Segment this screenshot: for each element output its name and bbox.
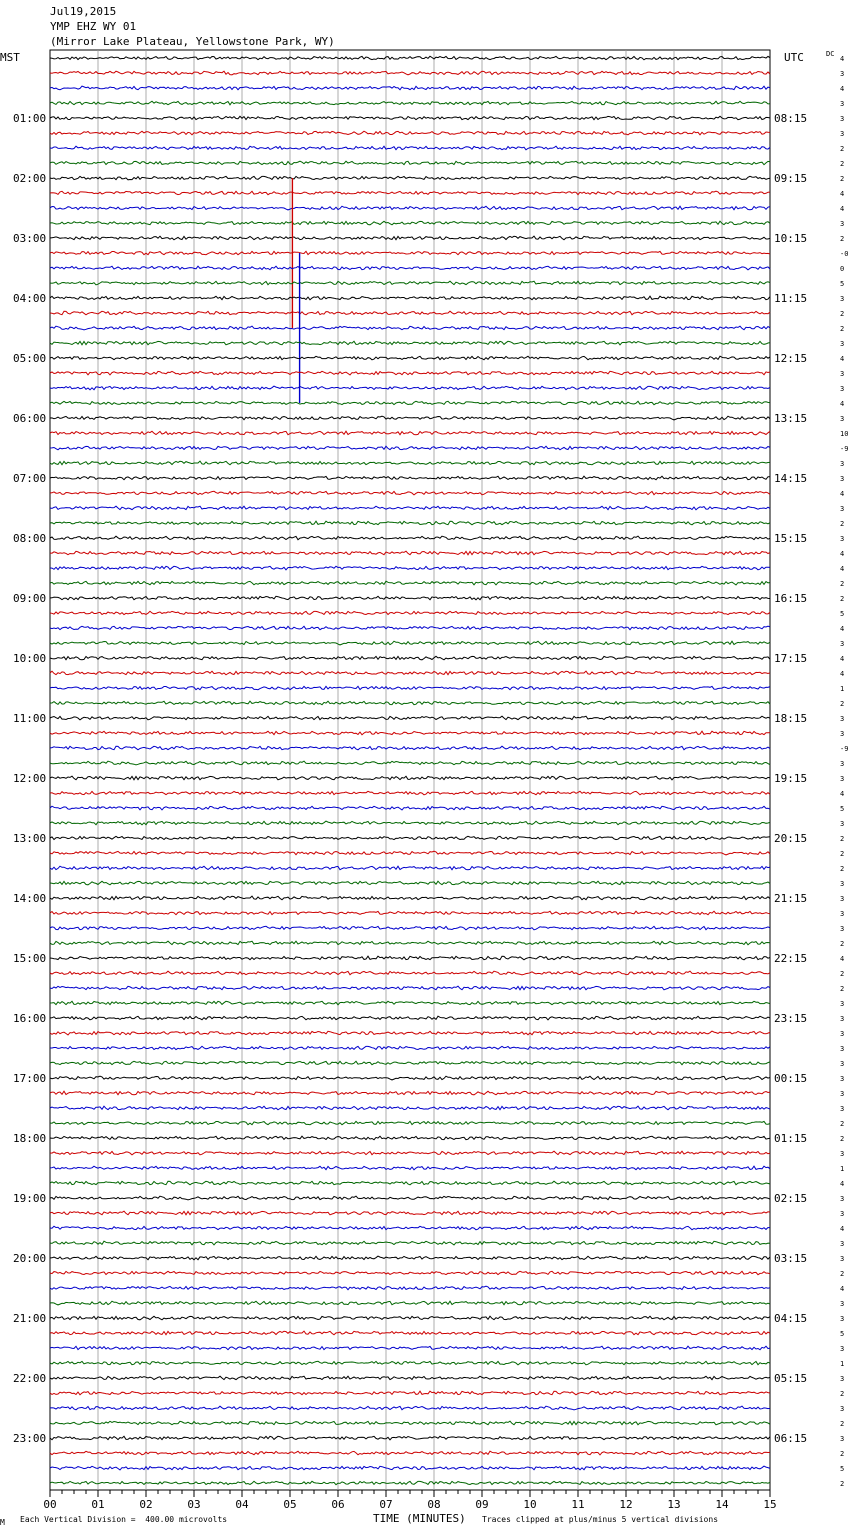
dc-offset-value: 3 [840, 1375, 845, 1383]
dc-offset-value: 3 [840, 1300, 845, 1308]
seismic-trace [50, 686, 770, 689]
seismic-trace [50, 1091, 770, 1095]
seismic-trace [50, 1151, 770, 1155]
seismic-trace [50, 1106, 770, 1110]
seismic-trace [50, 311, 770, 315]
dc-offset-value: 3 [840, 100, 845, 108]
dc-offset-value: 3 [840, 925, 845, 933]
x-tick-label: 10 [523, 1498, 537, 1511]
utc-hour-label: 13:15 [774, 412, 808, 425]
mst-axis-label: MST [0, 51, 20, 64]
utc-hour-label: 18:15 [774, 712, 808, 725]
utc-hour-label: 11:15 [774, 292, 808, 305]
seismic-trace [50, 386, 770, 390]
seismic-trace [50, 1436, 770, 1440]
seismic-trace [50, 566, 770, 570]
dc-offset-value: 2 [840, 580, 845, 588]
seismic-trace [50, 1466, 770, 1470]
dc-offset-value: 4 [840, 625, 845, 633]
dc-offset-value: 2 [840, 1420, 845, 1428]
utc-hour-label: 23:15 [774, 1012, 808, 1025]
dc-offset-value: 2 [840, 865, 845, 873]
dc-offset-value: 4 [840, 550, 845, 558]
dc-offset-value: 4 [840, 55, 845, 63]
seismic-trace [50, 746, 770, 750]
x-tick-label: 11 [571, 1498, 585, 1511]
dc-offset-value: 4 [840, 790, 845, 798]
seismic-trace [50, 461, 770, 465]
seismic-trace [50, 581, 770, 585]
seismic-trace [50, 1136, 770, 1140]
seismic-trace [50, 1256, 770, 1260]
dc-offset-value: 3 [840, 640, 845, 648]
dc-offset-value: 4 [840, 655, 845, 663]
seismic-trace [50, 596, 770, 600]
dc-offset-value: 2 [840, 850, 845, 858]
seismic-trace [50, 776, 770, 780]
plot-frame [50, 50, 770, 1490]
utc-hour-label: 08:15 [774, 112, 808, 125]
seismic-trace [50, 146, 770, 150]
dc-offset-value: 4 [840, 1225, 845, 1233]
seismic-trace [50, 1211, 770, 1215]
dc-offset-value: 4 [840, 205, 845, 213]
seismic-trace [50, 1421, 770, 1425]
mst-hour-label: 06:00 [13, 412, 47, 425]
seismic-trace [50, 131, 770, 135]
seismic-trace [50, 56, 770, 60]
seismic-trace [50, 716, 770, 720]
dc-offset-value: 10 [840, 430, 849, 438]
seismic-trace [50, 71, 770, 75]
seismic-trace [50, 266, 770, 270]
dc-offset-value: 2 [840, 145, 845, 153]
x-tick-label: 09 [475, 1498, 489, 1511]
mst-hour-label: 21:00 [13, 1312, 47, 1325]
dc-offset-value: 3 [840, 1060, 845, 1068]
dc-offset-value: 3 [840, 1015, 845, 1023]
dc-offset-value: 3 [840, 1255, 845, 1263]
seismic-trace [50, 161, 770, 165]
dc-offset-value: 3 [840, 1240, 845, 1248]
seismic-trace [50, 1481, 770, 1484]
dc-offset-value: 3 [840, 760, 845, 768]
utc-hour-label: 10:15 [774, 232, 808, 245]
seismic-trace [50, 446, 770, 450]
dc-offset-value: 2 [840, 325, 845, 333]
dc-offset-value: 3 [840, 415, 845, 423]
dc-offset-value: -9 [840, 445, 849, 453]
x-tick-label: 14 [715, 1498, 729, 1511]
dc-offset-value: 2 [840, 1480, 845, 1488]
dc-offset-header: DC [826, 50, 835, 58]
seismic-trace [50, 116, 770, 119]
seismic-trace [50, 521, 770, 525]
seismic-trace [50, 536, 770, 540]
seismic-trace [50, 1286, 770, 1290]
seismic-trace [50, 1316, 770, 1320]
seismic-trace [50, 356, 770, 360]
x-tick-label: 02 [139, 1498, 153, 1511]
seismic-trace [50, 911, 770, 915]
dc-offset-value: 4 [840, 1180, 845, 1188]
x-tick-label: 08 [427, 1498, 441, 1511]
dc-offset-value: 2 [840, 1270, 845, 1278]
seismic-trace [50, 326, 770, 330]
seismic-trace [50, 1181, 770, 1185]
seismic-trace [50, 506, 770, 510]
seismic-trace [50, 1271, 770, 1274]
seismic-trace [50, 806, 770, 810]
seismic-trace [50, 1001, 770, 1005]
utc-hour-label: 20:15 [774, 832, 808, 845]
seismic-trace [50, 926, 770, 930]
dc-offset-value: 3 [840, 70, 845, 78]
station-code: YMP EHZ WY 01 [50, 20, 137, 33]
dc-offset-value: 2 [840, 1135, 845, 1143]
seismic-trace [50, 1376, 770, 1379]
seismic-trace [50, 1076, 770, 1080]
utc-hour-label: 12:15 [774, 352, 808, 365]
mst-hour-label: 22:00 [13, 1372, 47, 1385]
seismic-trace [50, 656, 770, 660]
mst-hour-label: 16:00 [13, 1012, 47, 1025]
dc-offset-value: 0 [840, 265, 845, 273]
seismic-trace [50, 971, 770, 975]
dc-offset-value: 1 [840, 1360, 845, 1368]
mst-hour-label: 15:00 [13, 952, 47, 965]
utc-hour-label: 06:15 [774, 1432, 808, 1445]
seismic-trace [50, 986, 770, 990]
mst-hour-label: 03:00 [13, 232, 47, 245]
dc-offset-value: 3 [840, 505, 845, 513]
seismic-trace [50, 416, 770, 420]
seismic-trace [50, 821, 770, 825]
seismic-trace [50, 1241, 770, 1245]
dc-offset-value: 3 [840, 715, 845, 723]
seismic-trace [50, 251, 770, 254]
dc-offset-value: 3 [840, 1405, 845, 1413]
dc-offset-value: 5 [840, 280, 845, 288]
dc-offset-value: 3 [840, 295, 845, 303]
seismic-trace [50, 836, 770, 839]
dc-offset-value: 3 [840, 1150, 845, 1158]
utc-hour-label: 03:15 [774, 1252, 808, 1265]
seismic-trace [50, 551, 770, 555]
x-tick-label: 12 [619, 1498, 633, 1511]
dc-offset-value: 3 [840, 1075, 845, 1083]
utc-hour-label: 17:15 [774, 652, 808, 665]
mst-hour-label: 01:00 [13, 112, 47, 125]
mst-hour-label: 23:00 [13, 1432, 47, 1445]
seismic-trace [50, 341, 770, 345]
dc-offset-value: 2 [840, 970, 845, 978]
x-tick-label: 06 [331, 1498, 345, 1511]
seismic-trace [50, 1406, 770, 1410]
seismic-trace [50, 731, 770, 735]
utc-hour-label: 21:15 [774, 892, 808, 905]
dc-offset-value: 3 [840, 1210, 845, 1218]
dc-offset-value: 3 [840, 775, 845, 783]
utc-axis-label: UTC [784, 51, 804, 64]
dc-offset-value: 3 [840, 535, 845, 543]
x-tick-label: 00 [43, 1498, 57, 1511]
seismic-trace [50, 431, 770, 435]
seismic-trace [50, 1196, 770, 1200]
dc-offset-value: 4 [840, 565, 845, 573]
seismic-trace [50, 1301, 770, 1305]
seismic-trace [50, 761, 770, 765]
dc-offset-value: 3 [840, 1195, 845, 1203]
dc-offset-value: 2 [840, 835, 845, 843]
dc-offset-value: 1 [840, 1165, 845, 1173]
dc-offset-value: 2 [840, 1120, 845, 1128]
mst-hour-label: 07:00 [13, 472, 47, 485]
dc-offset-value: 1 [840, 685, 845, 693]
seismic-trace [50, 101, 770, 105]
seismic-trace [50, 206, 770, 210]
x-tick-label: 07 [379, 1498, 393, 1511]
x-tick-label: 03 [187, 1498, 201, 1511]
utc-hour-label: 01:15 [774, 1132, 808, 1145]
dc-offset-value: 3 [840, 1045, 845, 1053]
utc-hour-label: 22:15 [774, 952, 808, 965]
mst-hour-label: 08:00 [13, 532, 47, 545]
seismic-trace [50, 671, 770, 675]
dc-offset-value: 2 [840, 940, 845, 948]
seismic-trace [50, 851, 770, 855]
dc-offset-value: 3 [840, 220, 845, 228]
dc-offset-value: 2 [840, 310, 845, 318]
seismic-trace [50, 1061, 770, 1064]
dc-offset-value: 3 [840, 340, 845, 348]
dc-offset-value: 4 [840, 955, 845, 963]
mst-hour-label: 17:00 [13, 1072, 47, 1085]
seismic-trace [50, 641, 770, 645]
dc-offset-value: 3 [840, 820, 845, 828]
seismic-trace [50, 236, 770, 240]
utc-hour-label: 00:15 [774, 1072, 808, 1085]
utc-hour-label: 16:15 [774, 592, 808, 605]
x-tick-label: 13 [667, 1498, 681, 1511]
mst-hour-label: 20:00 [13, 1252, 47, 1265]
x-tick-label: 04 [235, 1498, 249, 1511]
seismic-trace [50, 611, 770, 614]
dc-offset-value: 2 [840, 595, 845, 603]
mst-hour-label: 18:00 [13, 1132, 47, 1145]
dc-offset-value: 2 [840, 1390, 845, 1398]
seismic-trace [50, 896, 770, 900]
plot-date: Jul19,2015 [50, 5, 117, 18]
dc-offset-value: 3 [840, 1105, 845, 1113]
dc-offset-value: -9 [840, 745, 849, 753]
seismic-trace [50, 491, 770, 495]
dc-offset-value: 3 [840, 730, 845, 738]
x-tick-label: 15 [763, 1498, 777, 1511]
seismic-trace [50, 191, 770, 195]
dc-offset-value: 3 [840, 385, 845, 393]
seismic-trace [50, 866, 770, 870]
dc-offset-value: 5 [840, 805, 845, 813]
seismic-trace [50, 1361, 770, 1365]
seismic-trace [50, 476, 770, 480]
seismic-trace [50, 281, 770, 285]
x-axis-title: TIME (MINUTES) [373, 1512, 466, 1525]
seismic-trace [50, 1391, 770, 1395]
dc-offset-value: 3 [840, 475, 845, 483]
clip-note: Traces clipped at plus/minus 5 vertical divisions [482, 1515, 719, 1524]
corner-mark: M [0, 1518, 5, 1527]
mst-hour-label: 13:00 [13, 832, 47, 845]
dc-offset-value: 2 [840, 175, 845, 183]
x-tick-label: 01 [91, 1498, 105, 1511]
dc-offset-value: 3 [840, 895, 845, 903]
dc-offset-value: 3 [840, 1000, 845, 1008]
seismic-trace [50, 701, 770, 705]
mst-hour-label: 11:00 [13, 712, 47, 725]
seismic-trace [50, 1166, 770, 1170]
seismic-trace [50, 1046, 770, 1049]
utc-hour-label: 05:15 [774, 1372, 808, 1385]
seismic-trace [50, 1451, 770, 1455]
mst-hour-label: 09:00 [13, 592, 47, 605]
x-tick-label: 05 [283, 1498, 297, 1511]
seismic-trace [50, 1016, 770, 1020]
dc-offset-value: 3 [840, 1435, 845, 1443]
dc-offset-value: 4 [840, 400, 845, 408]
dc-offset-value: 2 [840, 520, 845, 528]
dc-offset-value: 2 [840, 235, 845, 243]
seismic-trace [50, 401, 770, 404]
mst-hour-label: 04:00 [13, 292, 47, 305]
utc-hour-label: 02:15 [774, 1192, 808, 1205]
seismic-trace [50, 941, 770, 945]
dc-offset-value: 4 [840, 190, 845, 198]
dc-offset-value: 2 [840, 985, 845, 993]
dc-offset-value: 5 [840, 610, 845, 618]
dc-offset-value: 5 [840, 1330, 845, 1338]
mst-hour-label: 14:00 [13, 892, 47, 905]
mst-hour-label: 12:00 [13, 772, 47, 785]
seismic-trace [50, 881, 770, 885]
seismic-trace [50, 1331, 770, 1335]
dc-offset-value: 3 [840, 1090, 845, 1098]
dc-offset-value: 3 [840, 1315, 845, 1323]
dc-offset-value: 3 [840, 130, 845, 138]
dc-offset-value: -0 [840, 250, 849, 258]
scale-note: Each Vertical Division = 400.00 microvolts [20, 1515, 228, 1524]
dc-offset-value: 4 [840, 670, 845, 678]
seismic-trace [50, 1031, 770, 1035]
seismic-trace [50, 1121, 770, 1124]
dc-offset-value: 3 [840, 370, 845, 378]
dc-offset-value: 2 [840, 160, 845, 168]
seismic-trace [50, 371, 770, 375]
dc-offset-value: 2 [840, 700, 845, 708]
dc-offset-value: 4 [840, 355, 845, 363]
seismic-trace [50, 296, 770, 300]
dc-offset-value: 4 [840, 1285, 845, 1293]
seismic-trace [50, 221, 770, 225]
dc-offset-value: 4 [840, 85, 845, 93]
dc-offset-value: 3 [840, 1345, 845, 1353]
seismic-trace [50, 176, 770, 180]
utc-hour-label: 14:15 [774, 472, 808, 485]
traces-group [50, 56, 770, 1484]
seismic-trace [50, 86, 770, 90]
dc-offset-value: 3 [840, 460, 845, 468]
utc-hour-label: 19:15 [774, 772, 808, 785]
dc-offset-value: 3 [840, 1030, 845, 1038]
dc-offset-value: 4 [840, 490, 845, 498]
station-location: (Mirror Lake Plateau, Yellowstone Park, WY) [50, 35, 335, 48]
utc-hour-label: 09:15 [774, 172, 808, 185]
dc-offset-value: 5 [840, 1465, 845, 1473]
utc-hour-label: 04:15 [774, 1312, 808, 1325]
dc-offset-value: 2 [840, 1450, 845, 1458]
seismic-trace [50, 626, 770, 630]
seismic-trace [50, 1346, 770, 1350]
dc-offset-value: 3 [840, 880, 845, 888]
mst-hour-label: 05:00 [13, 352, 47, 365]
mst-hour-label: 10:00 [13, 652, 47, 665]
utc-hour-label: 15:15 [774, 532, 808, 545]
dc-offset-value: 3 [840, 910, 845, 918]
seismic-trace [50, 791, 770, 795]
seismic-trace [50, 956, 770, 960]
mst-hour-label: 19:00 [13, 1192, 47, 1205]
dc-offset-value: 3 [840, 115, 845, 123]
seismic-trace [50, 1226, 770, 1230]
mst-hour-label: 02:00 [13, 172, 47, 185]
